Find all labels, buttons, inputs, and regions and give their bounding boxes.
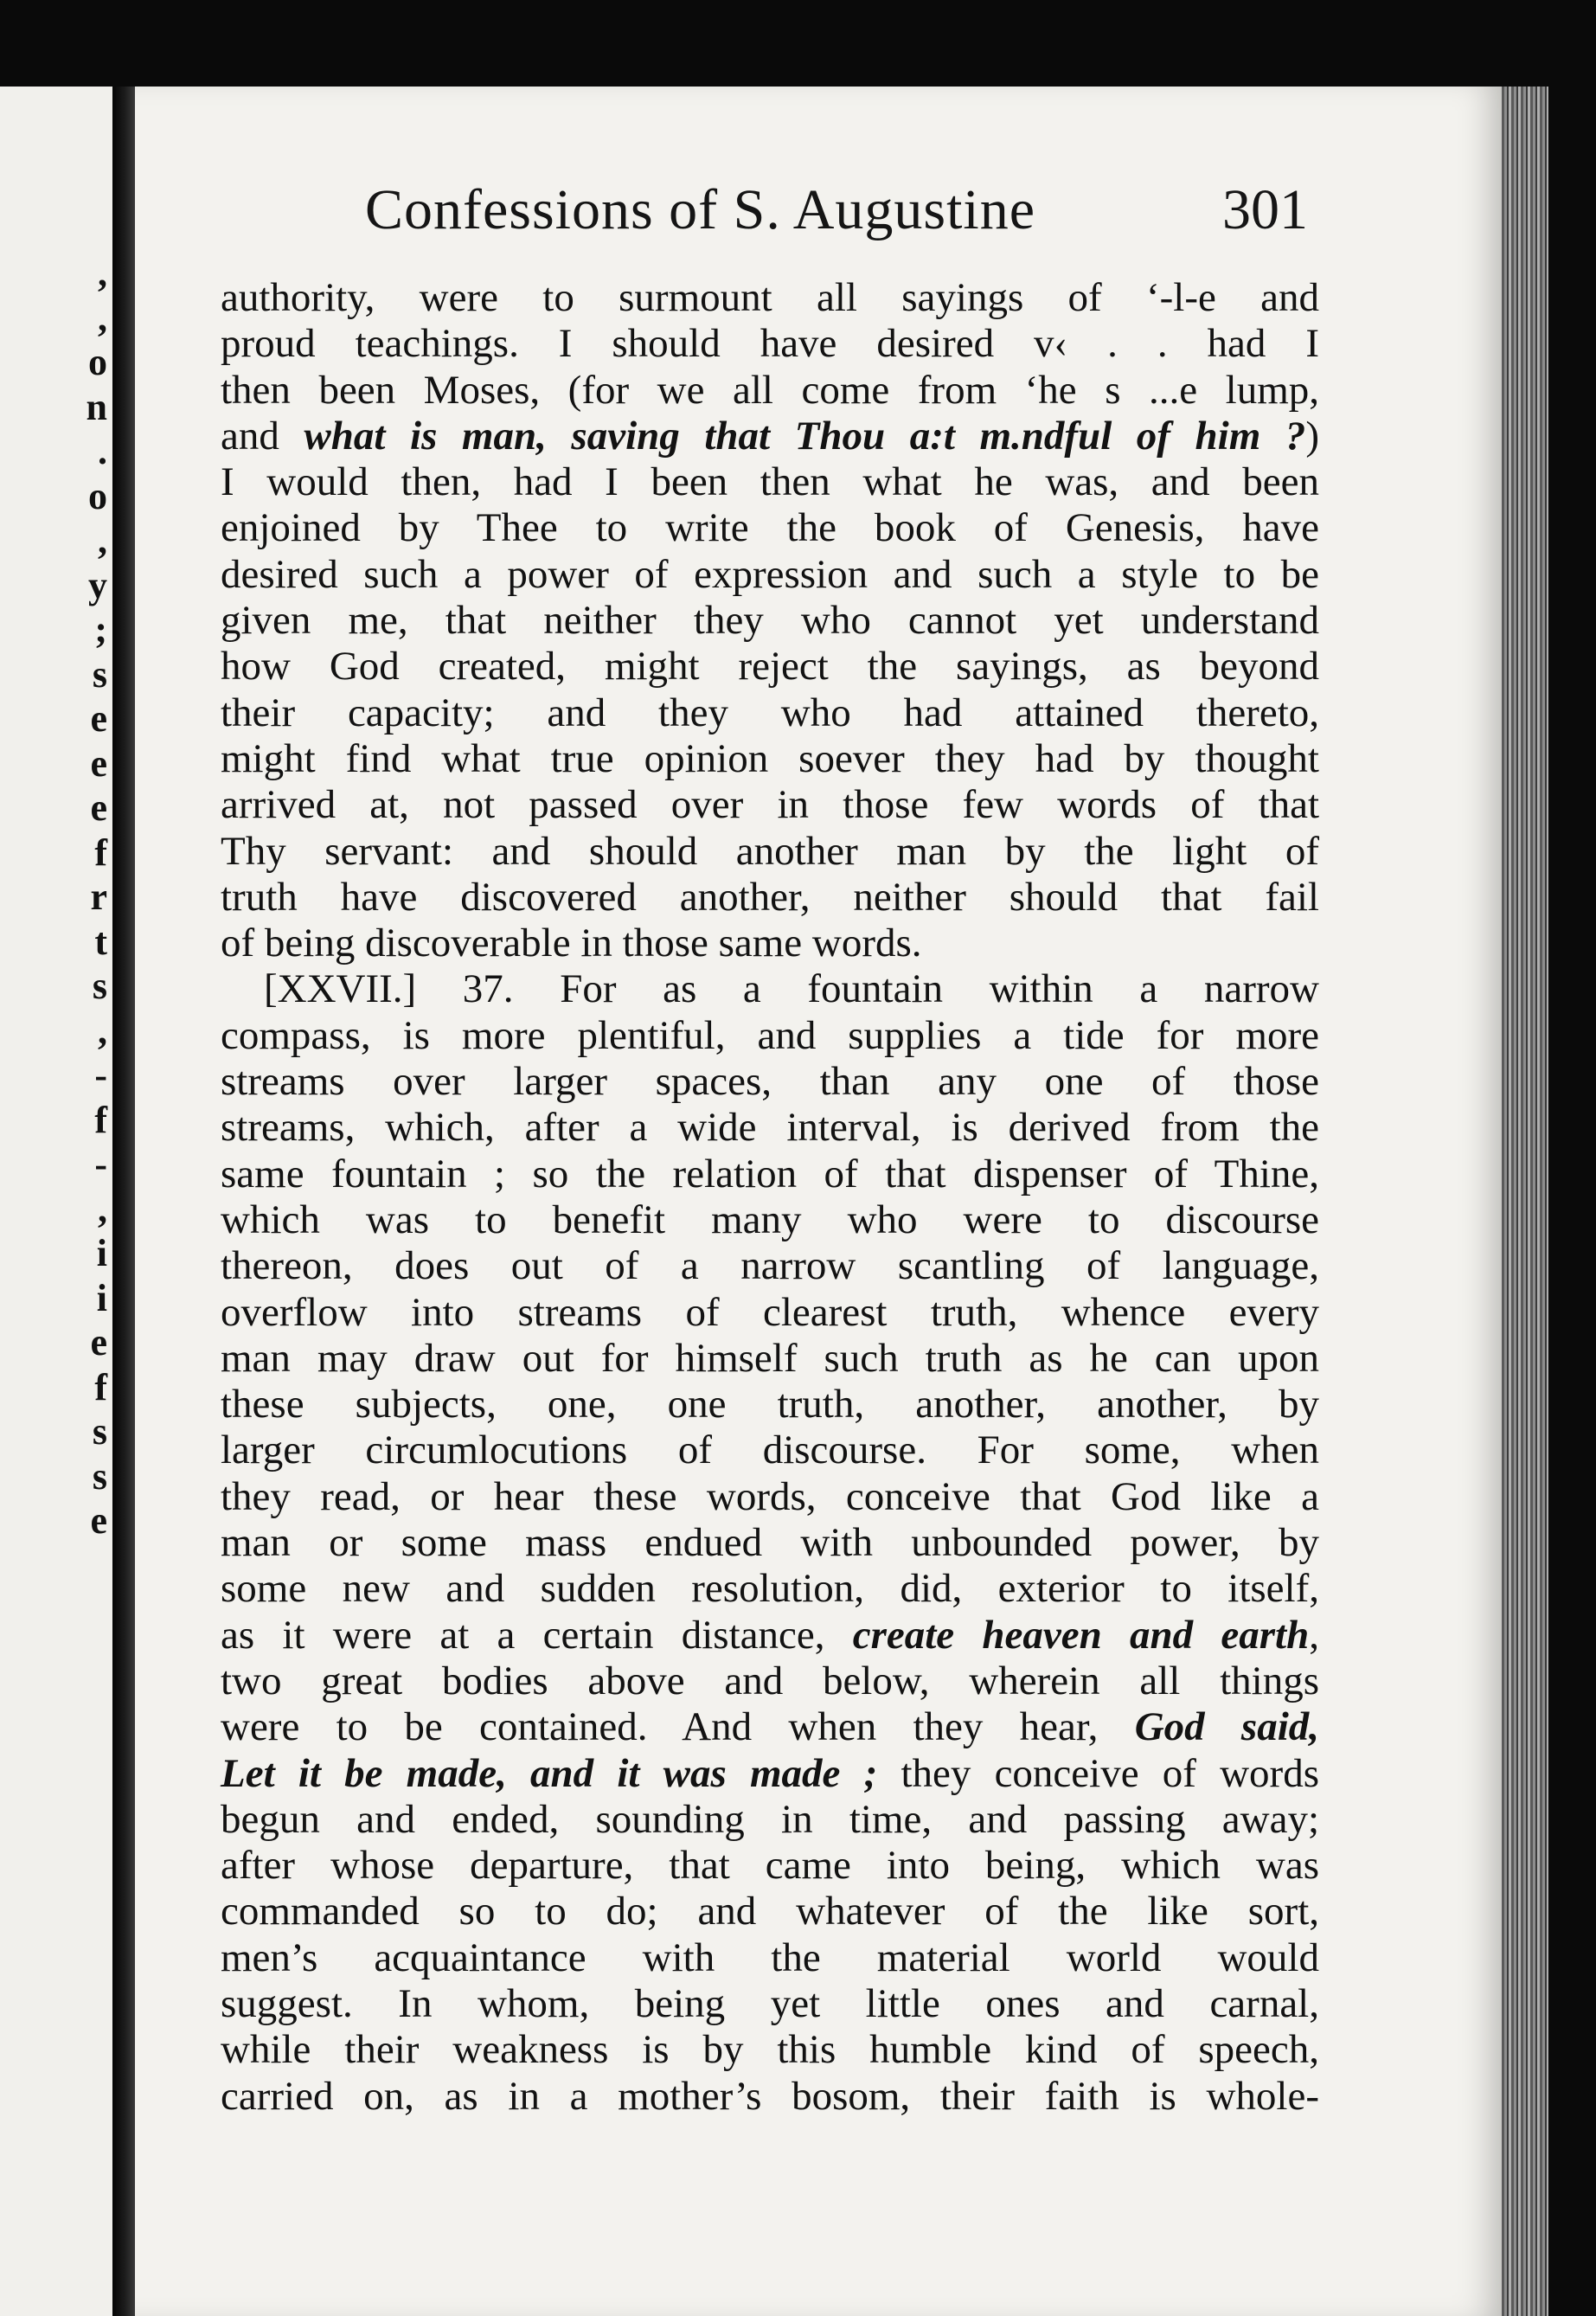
previous-page-fragment: e (90, 1321, 107, 1363)
text-line (221, 1704, 1319, 1750)
text-segment: their capacity; and they who had attained thereto, (221, 690, 1319, 735)
text-line (221, 1981, 1319, 2027)
previous-page (0, 87, 112, 2316)
previous-page-text-fragments (73, 251, 107, 1543)
text-segment: as it were at a certain distance, (221, 1612, 853, 1658)
previous-page-fragment: n (86, 385, 107, 428)
text-line (221, 644, 1319, 690)
text-line (221, 505, 1319, 551)
text-line (221, 552, 1319, 598)
previous-page-fragment: o (88, 341, 107, 383)
previous-page-fragment: f (94, 1365, 107, 1408)
text-segment: which was to benefit many who were to discourse (221, 1196, 1319, 1242)
text-line (221, 1290, 1319, 1336)
text-segment: after whose departure, that came into being, which was (221, 1843, 1319, 1889)
text-segment: were to be contained. And when they hear, (221, 1704, 1135, 1750)
previous-page-fragment: s (92, 965, 107, 1007)
text-segment: carried on, as in a mother’s bosom, their faith is whole- (221, 2073, 1319, 2119)
page-number: 301 (1222, 178, 1308, 241)
previous-page-fragment: , (98, 1187, 107, 1230)
text-segment: proud teachings. I should have desired v‹ . . had I (221, 321, 1319, 367)
text-segment: overflow into streams of clearest truth, whence every (221, 1289, 1319, 1335)
previous-page-fragment: e (90, 741, 107, 785)
text-segment: thereon, does out of a narrow scantling of language, (221, 1243, 1319, 1289)
previous-page-fragment: ; (94, 608, 107, 651)
text-line (221, 598, 1319, 644)
text-line (221, 921, 1319, 966)
previous-page-fragment: - (94, 1054, 107, 1096)
text-line (221, 1427, 1319, 1473)
scan-background (1548, 0, 1596, 2316)
text-segment: truth have discovered another, neither should that fail (221, 874, 1319, 920)
previous-page-fragment: , (98, 252, 107, 294)
previous-page-fragment: r (90, 876, 107, 918)
text-segment: then been Moses, (for we all come from ‘he s ...e lump, (221, 367, 1319, 413)
text-segment: these subjects, one, one truth, another, another, by (221, 1382, 1319, 1427)
text-line (221, 875, 1319, 921)
italic-text: God said, (1134, 1704, 1320, 1750)
text-line (221, 1059, 1319, 1105)
text-line (221, 1658, 1319, 1704)
text-segment: commanded so to do; and whatever of the like sort, (221, 1889, 1319, 1934)
text-segment: some new and sudden resolution, did, exterior to itself, (221, 1566, 1319, 1612)
previous-page-fragment: i (96, 1276, 107, 1319)
text-segment: compass, is more plentiful, and supplies a tide for more (221, 1012, 1319, 1058)
text-segment: [XXVII.] 37. For as a fountain within a narrow (264, 966, 1319, 1012)
italic-text: create heaven and earth (852, 1612, 1310, 1658)
text-segment: authority, were to surmount all sayings of ‘-l-e and (221, 275, 1319, 320)
previous-page-fragment: f (94, 1098, 107, 1141)
text-segment: and (221, 413, 304, 459)
previous-page-fragment: . (98, 430, 107, 472)
previous-page-fragment: y (88, 563, 107, 606)
previous-page-fragment: o (88, 474, 107, 517)
text-segment: while their weakness is by this humble kind of speech, (221, 2027, 1319, 2073)
text-line (221, 1797, 1319, 1843)
text-segment: streams, which, after a wide interval, is derived from the (221, 1105, 1319, 1151)
previous-page-fragment: i (96, 1232, 107, 1274)
text-segment: they conceive of words (877, 1750, 1319, 1796)
text-line (221, 414, 1319, 459)
text-segment: Thy servant: and should another man by the light of (221, 828, 1319, 874)
previous-page-fragment: e (90, 786, 107, 829)
text-line (221, 1197, 1319, 1243)
text-line (221, 736, 1319, 782)
text-segment: man or some mass endued with unbounded power, by (221, 1520, 1319, 1566)
text-line (221, 1013, 1319, 1059)
text-segment: how God created, might reject the sayings, as beyond (221, 644, 1319, 690)
text-line (221, 1336, 1319, 1382)
previous-page-fragment: s (92, 1410, 107, 1453)
text-line (221, 1613, 1319, 1658)
text-segment: suggest. In whom, being yet little ones and carnal, (221, 1980, 1319, 2026)
text-line (221, 1152, 1319, 1197)
text-line (221, 829, 1319, 875)
running-title: Confessions of S. Augustine (365, 178, 1036, 241)
text-line (221, 1843, 1319, 1889)
previous-page-fragment: f (94, 831, 107, 874)
page-header (227, 177, 1308, 255)
text-line (221, 1520, 1319, 1566)
previous-page-fragment: - (94, 1143, 107, 1185)
text-segment: of being discoverable in those same words. (221, 921, 922, 966)
text-line (221, 1382, 1319, 1427)
previous-page-fragment: e (90, 697, 107, 740)
text-line (221, 1751, 1319, 1797)
italic-text: what is man, saving that Thou a:t m.ndful of him ? (304, 413, 1306, 459)
text-line (221, 368, 1319, 414)
text-line (221, 690, 1319, 736)
text-line (221, 1889, 1319, 1934)
previous-page-fragment: s (92, 652, 107, 696)
text-line (221, 782, 1319, 828)
text-segment: , (1309, 1612, 1320, 1658)
text-segment: men’s acquaintance with the material world would (221, 1934, 1319, 1980)
text-segment: man may draw out for himself such truth as he can upon (221, 1335, 1319, 1381)
text-line (221, 966, 1319, 1012)
text-segment: arrived at, not passed over in those few words of that (221, 782, 1319, 828)
previous-page-fragment: e (90, 1499, 107, 1542)
text-line (221, 2027, 1319, 2073)
previous-page-fragment: , (98, 519, 107, 561)
text-line (221, 2074, 1319, 2120)
text-segment: same fountain ; so the relation of that dispenser of Thine, (221, 1151, 1319, 1196)
page-edges (1502, 87, 1548, 2316)
text-line (221, 1935, 1319, 1981)
text-line (221, 1566, 1319, 1612)
text-line (221, 1474, 1319, 1520)
text-segment: enjoined by Thee to write the book of Genesis, have (221, 505, 1319, 551)
text-segment: larger circumlocutions of discourse. For some, when (221, 1427, 1319, 1473)
italic-text: Let it be made, and it was made ; (221, 1750, 878, 1796)
text-segment: two great bodies above and below, wherein all things (221, 1658, 1319, 1703)
previous-page-fragment: t (94, 920, 107, 963)
text-segment: given me, that neither they who cannot yet understand (221, 598, 1319, 644)
text-segment: begun and ended, sounding in time, and passing away; (221, 1796, 1319, 1842)
previous-page-fragment: , (98, 1009, 107, 1052)
text-segment: ) (1305, 413, 1319, 459)
text-segment: might find what true opinion soever they had by thought (221, 735, 1319, 781)
text-line (221, 275, 1319, 321)
book-gutter (112, 87, 135, 2316)
body-text (221, 275, 1319, 2120)
text-segment: I would then, had I been then what he was, and been (221, 459, 1319, 505)
previous-page-fragment: s (92, 1454, 107, 1498)
text-line (221, 1105, 1319, 1151)
text-line (221, 321, 1319, 367)
text-segment: desired such a power of expression and such a style to be (221, 551, 1319, 597)
previous-page-fragment: , (98, 296, 107, 339)
text-line (221, 1243, 1319, 1289)
text-line (221, 459, 1319, 505)
text-segment: streams over larger spaces, than any one of those (221, 1059, 1319, 1105)
text-segment: they read, or hear these words, conceive that God like a (221, 1473, 1319, 1519)
